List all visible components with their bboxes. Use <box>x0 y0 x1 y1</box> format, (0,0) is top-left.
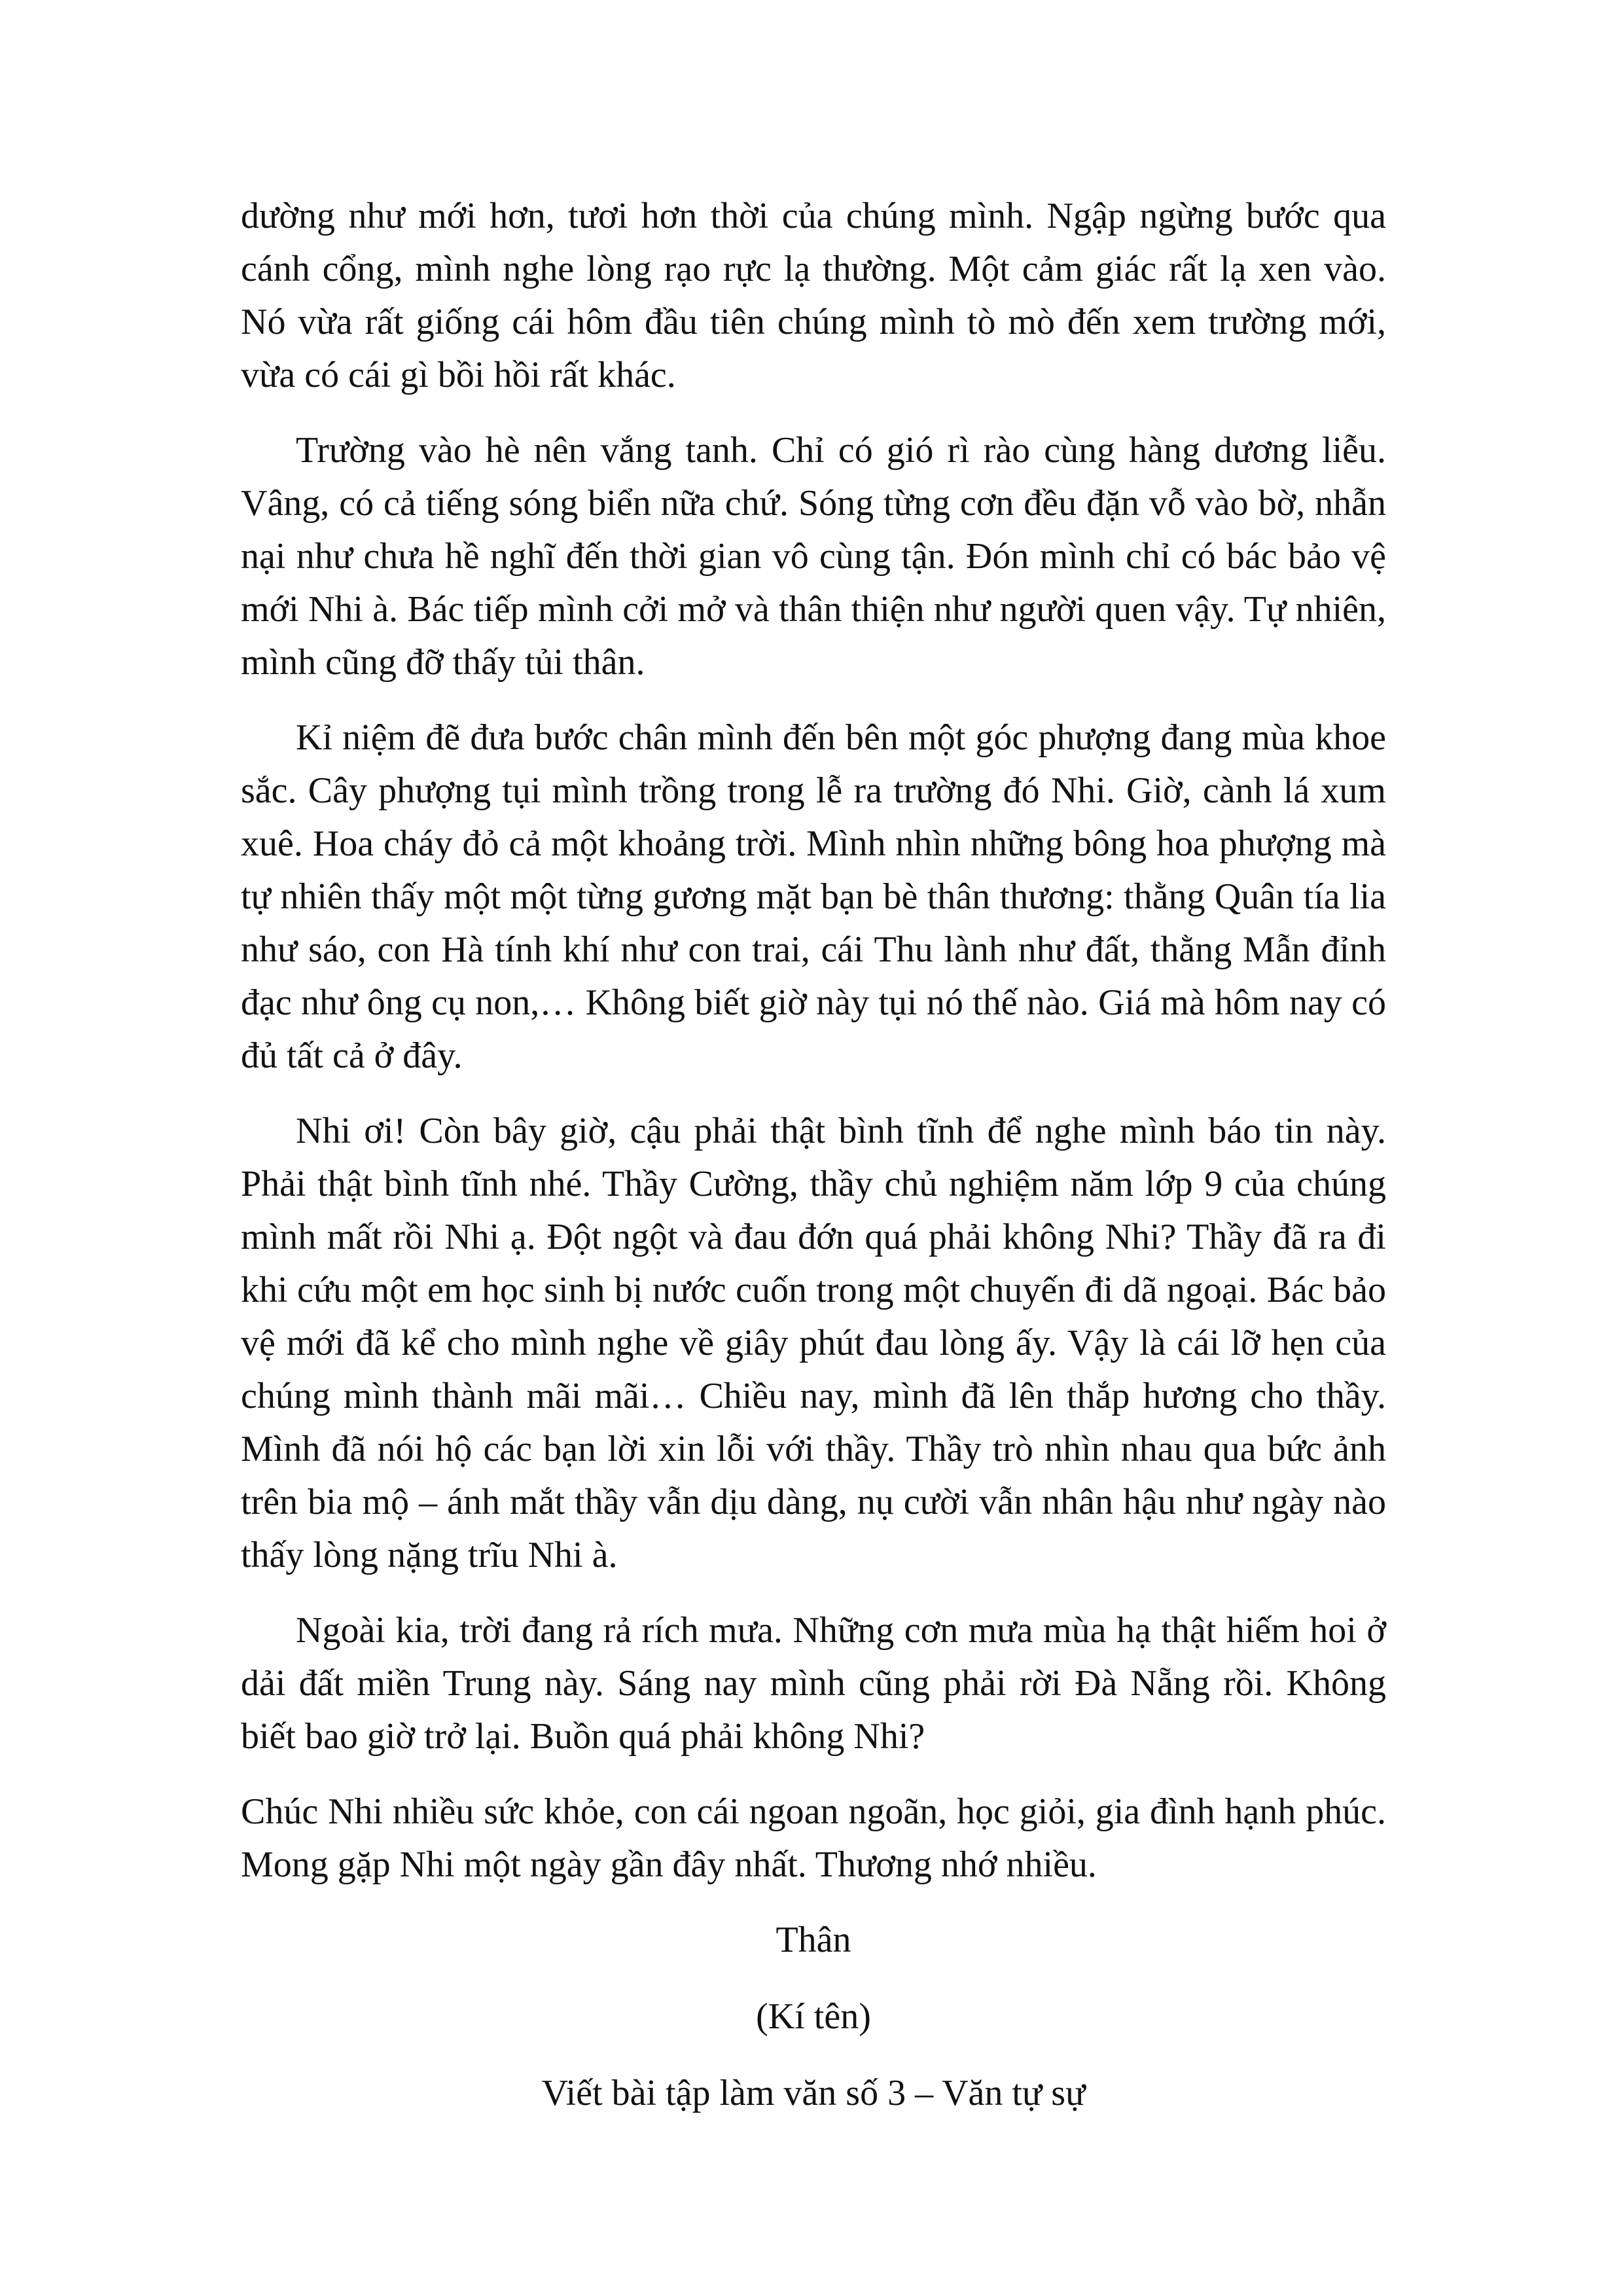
signature-placeholder: (Kí tên) <box>756 1996 871 2037</box>
paragraph-rain: Ngoài kia, trời đang rả rích mưa. Những cơn mưa mùa hạ thật hiếm hoi ở dải đất miền Trung này. Sáng nay mình cũng phải rời Đà Nẵng rồi. Không biết bao giờ trở lại. Buồn quá phải không Nhi? <box>241 1610 1386 1757</box>
paragraph-teacher-news: Nhi ơi! Còn bây giờ, cậu phải thật bình tĩnh để nghe mình báo tin này. Phải thật bình tĩnh nhé. Thầy Cường, thầy chủ nghiệm năm lớp 9 của chúng mình mất rồi Nhi ạ. Đột ngột và đau đớn quá phải không Nhi? Thầy đã ra đi khi cứu một em học sinh bị nước cuốn trong một chuyến đi dã ngoại. Bác bảo vệ mới đã kể cho mình nghe về giây phút đau lòng ấy. Vậy là cái lỡ hẹn của chúng mình thành mãi mãi… Chiều nay, mình đã lên thắp hương cho thầy. Mình đã nói hộ các bạn lời xin lỗi với thầy. Thầy trò nhìn nhau qua bức ảnh trên bia mộ – ánh mắt thầy vẫn dịu dàng, nụ cười vẫn nhân hậu như ngày nào thấy lòng nặng trĩu Nhi à. <box>241 1111 1386 1575</box>
paragraph-phoenix-tree: Kỉ niệm đẽ đưa bước chân mình đến bên một góc phượng đang mùa khoe sắc. Cây phượng tụi mình trồng trong lễ ra trường đó Nhi. Giờ, cành lá xum xuê. Hoa cháy đỏ cả một khoảng trời. Mình nhìn những bông hoa phượng mà tự nhiên thấy một một từng gương mặt bạn bè thân thương: thằng Quân tía lia như sáo, con Hà tính khí như con trai, cái Thu lành như đất, thằng Mẫn đỉnh đạc như ông cụ non,… Không biết giờ này tụi nó thế nào. Giá mà hôm nay có đủ tất cả ở đây. <box>241 717 1386 1076</box>
paragraph-wishes: Chúc Nhi nhiều sức khỏe, con cái ngoan ngoãn, học giỏi, gia đình hạnh phúc. Mong gặp Nhi một ngày gần đây nhất. Thương nhớ nhiều. <box>241 1791 1386 1885</box>
paragraph-continuation: dường như mới hơn, tươi hơn thời của chúng mình. Ngập ngừng bước qua cánh cổng, mình nghe lòng rạo rực lạ thường. Một cảm giác rất lạ xen vào. Nó vừa rất giống cái hôm đầu tiên chúng mình tò mò đến xem trường mới, vừa có cái gì bồi hồi rất khác. <box>241 196 1386 395</box>
paragraph-school-summer: Trường vào hè nên vắng tanh. Chỉ có gió rì rào cùng hàng dương liễu. Vâng, có cả tiếng sóng biển nữa chứ. Sóng từng cơn đều đặn vỗ vào bờ, nhẫn nại như chưa hề nghĩ đến thời gian vô cùng tận. Đón mình chỉ có bác bảo vệ mới Nhi à. Bác tiếp mình cởi mở và thân thiện như người quen vậy. Tự nhiên, mình cũng đỡ thấy tủi thân. <box>241 430 1386 683</box>
next-section-title: Viết bài tập làm văn số 3 – Văn tự sự <box>541 2073 1086 2113</box>
letter-page <box>241 190 1386 2144</box>
closing-text: Thân <box>776 1920 851 1960</box>
